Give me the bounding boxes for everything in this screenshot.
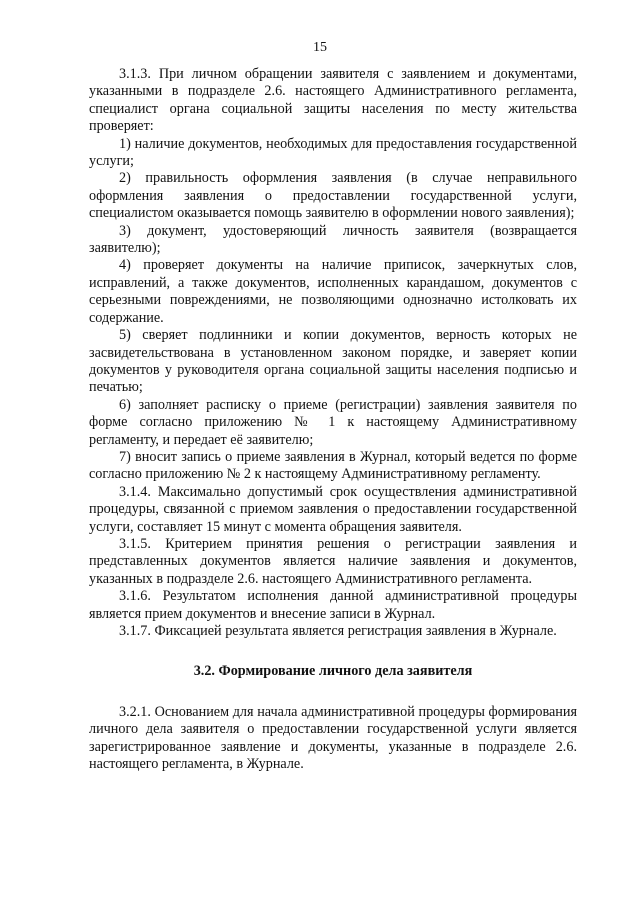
paragraph-3-1-5: 3.1.5. Критерием принятия решения о регистрации заявления и представленных документов является наличие заявления и документов, указанных в подразделе 2.6. настоящего Административного регламента. [89,535,577,587]
list-item-4: 4) проверяет документы на наличие приписок, зачеркнутых слов, исправлений, а также документов, исполненных карандашом, документов с серьезными повреждениями, не позволяющими однозначно истолковать их содержание. [89,257,577,326]
paragraph-3-1-7: 3.1.7. Фиксацией результата является регистрация заявления в Журнале. [119,623,557,639]
document-body [89,66,577,773]
list-item-3: 3) документ, удостоверяющий личность заявителя (возвращается заявителю); [89,222,577,257]
paragraph-3-1-3: 3.1.3. При личном обращении заявителя с заявлением и документами, указанными в подразделе 2.6. настоящего Административного регламента, специалист органа социальной защиты населения по месту жительства проверяет: [89,66,577,135]
list-item-2: 2) правильность оформления заявления (в случае неправильного оформления заявления о предоставлении государственной услуги, специалистом оказывается помощь заявителю в оформлении нового заявления); [89,170,577,222]
paragraph-3-1-6: 3.1.6. Результатом исполнения данной административной процедуры является прием документов и внесение записи в Журнал. [89,588,577,622]
list-item-5: 5) сверяет подлинники и копии документов, верность которых не засвидетельствована в установленном законом порядке, и заверяет копии документов у руководителя органа социальной защиты населения подписью и печатью; [89,327,577,396]
list-item-7: 7) вносит запись о приеме заявления в Журнал, который ведется по форме согласно приложению № 2 к настоящему Административному регламенту. [89,448,577,483]
paragraph-3-2-1: 3.2.1. Основанием для начала административной процедуры формирования личного дела заявителя о предоставлении государственной услуги является зарегистрированное заявление и документы, указанные в подразделе 2.6. настоящего регламента, в Журнале. [89,703,577,773]
page-number: 15 [313,40,327,55]
section-heading: 3.2. Формирование личного дела заявителя [193,663,473,680]
list-item-6: 6) заполняет расписку о приеме (регистрации) заявления заявителя по форме согласно приложению № 1 к настоящему Административному регламенту, и передает её заявителю; [89,396,577,448]
list-item-1: 1) наличие документов, необходимых для предоставления государственной услуги; [89,135,577,170]
paragraph-3-1-4: 3.1.4. Максимально допустимый срок осуществления административной процедуры, связанной с приемом заявления о предоставлении государственной услуги, составляет 15 минут с момента обращения заявителя. [89,483,577,535]
